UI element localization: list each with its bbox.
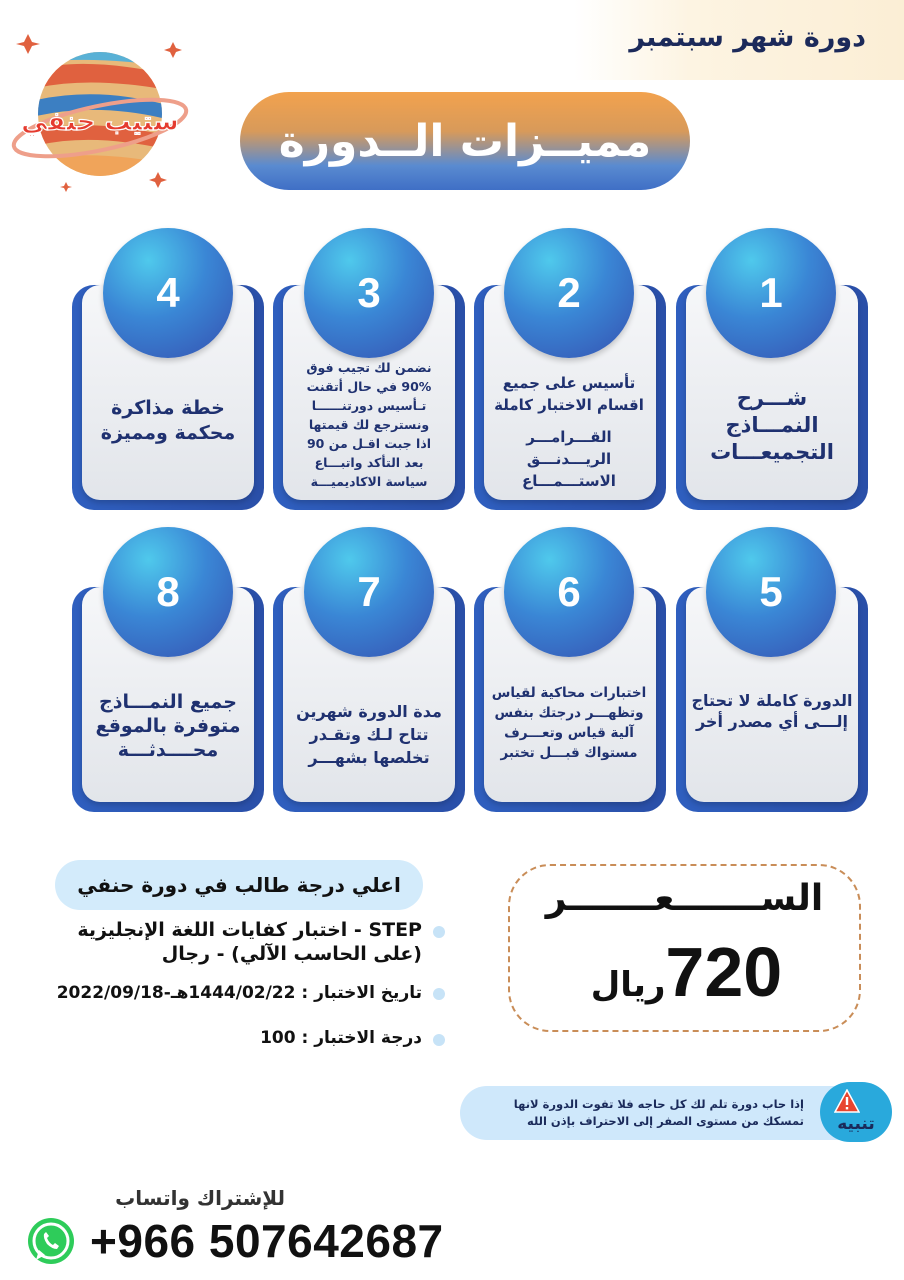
- whatsapp-icon[interactable]: [26, 1216, 76, 1266]
- warning-icon: [834, 1089, 860, 1113]
- feature-text-5: الدورة كاملة لا تحتاج إلـــى أي مصدر أخر: [691, 691, 853, 731]
- notice-label: تنبيه: [837, 1114, 875, 1134]
- feature-number-4: 4: [103, 228, 233, 358]
- feature-number-3: 3: [304, 228, 434, 358]
- feature-text-6: اختبارات محاكية لقياس وتظهـــر درجتك بنفس آلية قياس وتعـــرف مستواك قبـــل تختبر: [491, 685, 647, 761]
- price-box: [508, 864, 861, 1032]
- feature-text-2: تأسيس على جميع اقسام الاختبار كاملة القـــرامـــر الريـــدنـــق الاستـــمـــاع: [494, 374, 644, 490]
- feature-text-3: نضمن لك تجيب فوق 90% في حال أتقنت تـأسيس دورتنــــــا ونسترجع لك قيمتها اذا جبت اقـل من 90 بعد التأكد واتبـــاع سياسة الاكاديميـــة: [306, 360, 432, 489]
- notice-text: إذا حاب دورة تلم لك كل حاجه فلا تفوت الدورة لانها تمسكك من مستوى الصفر إلى الاحتراف بإذن الله: [513, 1097, 804, 1128]
- features-title: مميــزات الــدورة: [278, 115, 652, 167]
- feature-text-4: خطة مذاكرة محكمة ومميزة: [100, 397, 236, 444]
- price-label: الســـــــعـــــــر: [545, 878, 824, 919]
- subscribe-label: للإشتراك واتساب: [115, 1186, 285, 1210]
- features-title-pill: [240, 92, 690, 190]
- bullet-dot: [433, 1034, 445, 1046]
- feature-number-6: 6: [504, 527, 634, 657]
- logo-text: ستيب حنفي: [21, 107, 179, 137]
- phone-number[interactable]: +966 507642687: [90, 1215, 444, 1267]
- exam-date: تاريخ الاختبار : 1444/02/22هـ-2022/09/18: [56, 983, 422, 1003]
- feature-number-7: 7: [304, 527, 434, 657]
- feature-text-7: مدة الدورة شهرين تتاح لـك وتقـدر تخلصها بشهـــر: [296, 702, 442, 767]
- feature-text-8: جميع النمـــاذج متوفرة بالموقع محــــدثـــة: [95, 691, 241, 761]
- price-amount: 720: [665, 933, 783, 1011]
- course-month-title: دورة شهر سبتمبر: [629, 22, 866, 53]
- feature-number-8: 8: [103, 527, 233, 657]
- top-student-title: اعلي درجة طالب في دورة حنفي: [55, 860, 423, 910]
- planet-logo: [8, 24, 193, 199]
- exam-score: درجة الاختبار : 100: [260, 1028, 422, 1048]
- feature-number-5: 5: [706, 527, 836, 657]
- feature-number-2: 2: [504, 228, 634, 358]
- exam-name: STEP - اختبار كفايات اللغة الإنجليزية (على الحاسب الآلي) - رجال: [77, 919, 422, 965]
- bullet-dot: [433, 926, 445, 938]
- price-value: [510, 932, 859, 1012]
- feature-number-1: 1: [706, 228, 836, 358]
- price-currency: ريال: [590, 965, 666, 1005]
- bullet-dot: [433, 988, 445, 1000]
- feature-text-1: شـــرح النمـــاذج التجميعـــات: [710, 386, 834, 464]
